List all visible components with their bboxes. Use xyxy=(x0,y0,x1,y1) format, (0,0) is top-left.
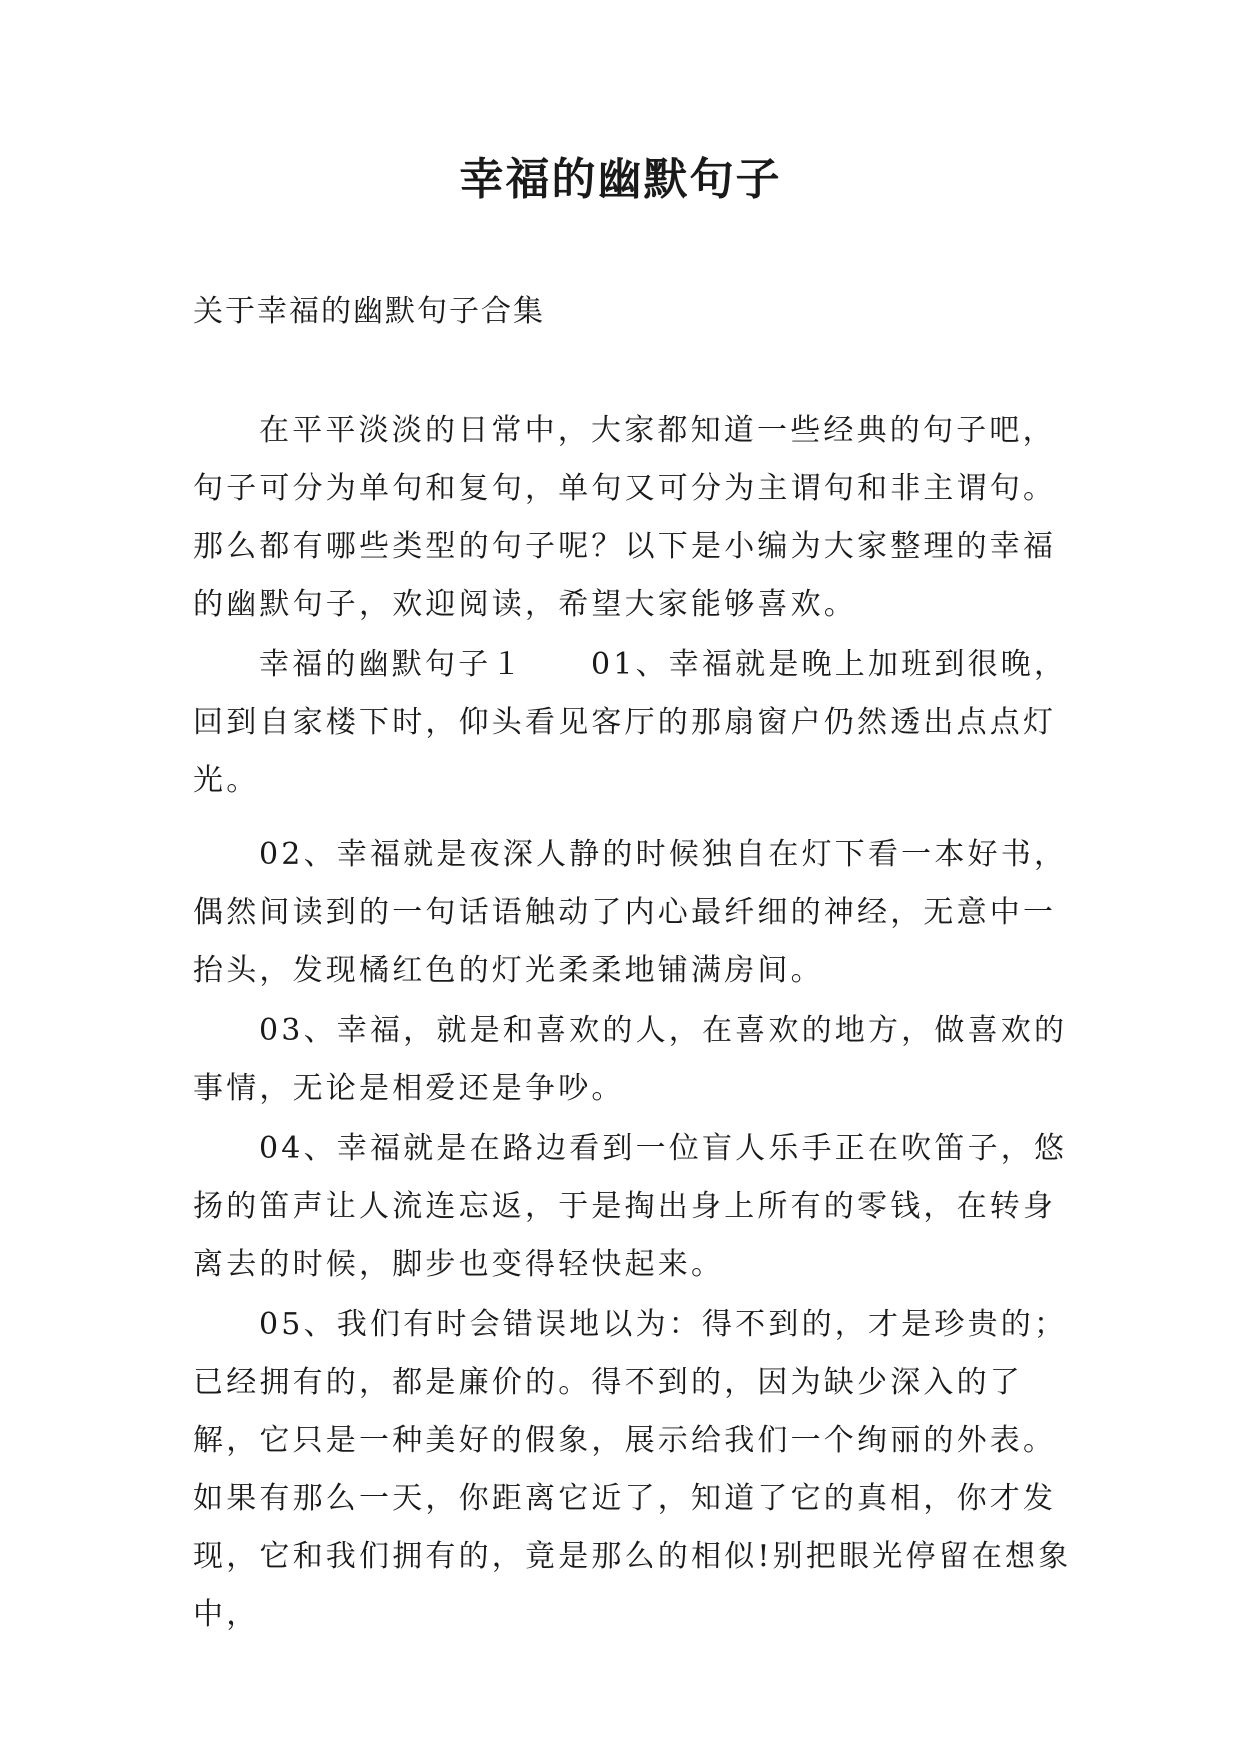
paragraph-4: 04、幸福就是在路边看到一位盲人乐手正在吹笛子，悠扬的笛声让人流连忘返，于是掏出身上所有的零钱，在转身离去的时候，脚步也变得轻快起来。 xyxy=(193,1131,1068,1282)
paragraph-intro: 在平平淡淡的日常中，大家都知道一些经典的句子吧，句子可分为单句和复句，单句又可分为主谓句和非主谓句。那么都有哪些类型的句子呢？以下是小编为大家整理的幸福的幽默句子，欢迎阅读，希望大家能够喜欢。 xyxy=(193,413,1057,622)
document-body xyxy=(193,402,1073,1644)
paragraph-5: 05、我们有时会错误地以为：得不到的，才是珍贵的；已经拥有的，都是廉价的。得不到的，因为缺少深入的了解，它只是一种美好的假象，展示给我们一个绚丽的外表。如果有那么一天，你距离它近了，知道了它的真相，你才发现，它和我们拥有的，竟是那么的相似!别把眼光停留在想象中， xyxy=(193,1307,1072,1632)
document-subtitle: 关于幸福的幽默句子合集 xyxy=(193,294,545,329)
paragraph-2: 02、幸福就是夜深人静的时候独自在灯下看一本好书，偶然间读到的一句话语触动了内心最纤细的神经，无意中一抬头，发现橘红色的灯光柔柔地铺满房间。 xyxy=(193,837,1068,988)
paragraph-1: 幸福的幽默句子１ 01、幸福就是晚上加班到很晚，回到自家楼下时，仰头看见客厅的那扇窗户仍然透出点点灯光。 xyxy=(193,647,1068,798)
paragraph-3: 03、幸福，就是和喜欢的人，在喜欢的地方，做喜欢的事情，无论是相爱还是争吵。 xyxy=(193,1013,1068,1106)
document-title: 幸福的幽默句子 xyxy=(459,154,782,205)
